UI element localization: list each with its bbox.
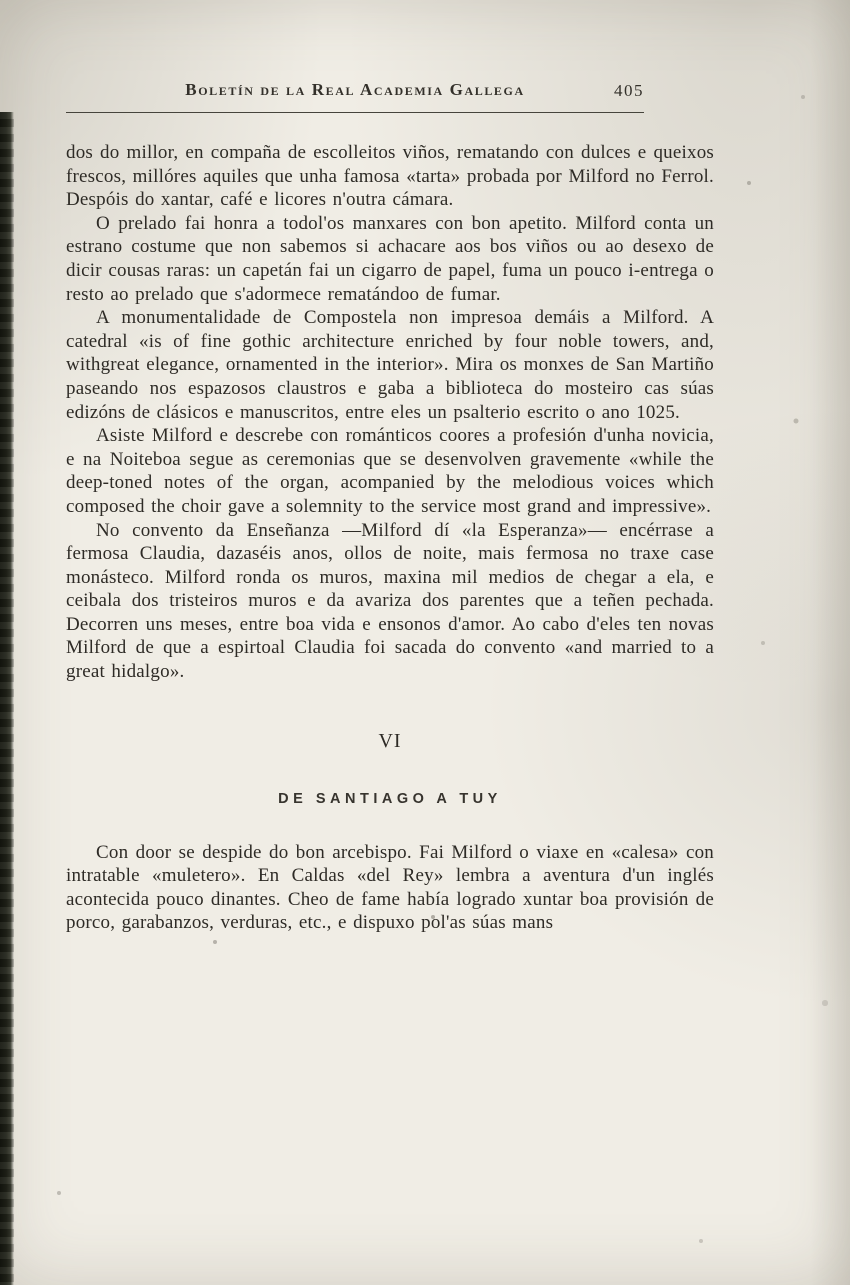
section-number: VI bbox=[378, 729, 402, 752]
binding-shadow bbox=[0, 112, 14, 1285]
header-rule bbox=[66, 112, 644, 113]
body-text bbox=[66, 141, 714, 935]
section-body bbox=[66, 841, 714, 935]
paragraph: Asiste Milford e descrebe con románticos coores a profesión d'unha novicia, e na Noiteboa segue as ceremonias que se desenvolven gravemente «while the deep-toned notes of the organ, acompanied by the melodious voices which composed the choir gave a solemnity to the service most grand and impressive». bbox=[66, 425, 714, 517]
section-title: DE SANTIAGO A TUY bbox=[278, 790, 502, 807]
paragraph: O prelado fai honra a todol'os manxares con bon apetito. Milford conta un estrano costume que non sabemos si achacare aos bos viños ou ao desexo de dicir cousas raras: un capetán fai un cigarro de papel, fuma un pouco i-entrega o resto ao prelado que s'adormece rematándoo de fumar. bbox=[66, 212, 714, 305]
page-number: 405 bbox=[614, 81, 644, 100]
page-content bbox=[66, 80, 714, 935]
paragraph: A monumentalidade de Compostela non impresoa demáis a Milford. A catedral «is of fine gothic architecture enriched by four noble towers, and, withgreat elegance, ornamented in the interior». Mira os monxes de San Martiño paseando nos espazosos claustros e gaba a biblioteca do mosteiro cas súas edizóns de clásicos e manuscritos, entre eles un psalterio escrito o ano 1025. bbox=[66, 307, 714, 423]
page-header bbox=[66, 80, 644, 104]
page-edge-shade bbox=[810, 0, 850, 1285]
paragraph: dos do millor, en compaña de escolleitos viños, rematando con dulces e queixos frescos, millóres aquiles que unha famosa «tarta» probada por Milford no Ferrol. Despóis do xantar, café e licores n'outra cámara. bbox=[66, 142, 714, 211]
paragraph: Con door se despide do bon arcebispo. Fai Milford o viaxe en «calesa» con intratable «muletero». En Caldas «del Rey» lembra a aventura d'un inglés acontecida pouco dinantes. Cheo de fame había logrado xuntar boa provisión de porco, garabanzos, verduras, etc., e dispuxo pol'as súas mans bbox=[66, 841, 714, 934]
journal-title: Boletín de la Real Academia Gallega bbox=[185, 80, 525, 99]
scan-speckles bbox=[0, 0, 2, 2]
paragraph: No convento da Enseñanza —Milford dí «la Esperanza»— encérrase a fermosa Claudia, dazaséis anos, ollos de noite, mais fermosa no traxe case monásteco. Milford ronda os muros, maxina mil medios de chegar a ela, e ceibala dos tristeiros muros e da avariza dos parentes que a teñen pechada. Decorren uns meses, entre boa vida e ensonos d'amor. Ao cabo d'eles ten novas Milford de que a espirtoal Claudia foi sacada do convento «and married to a great hidalgo». bbox=[66, 519, 714, 683]
